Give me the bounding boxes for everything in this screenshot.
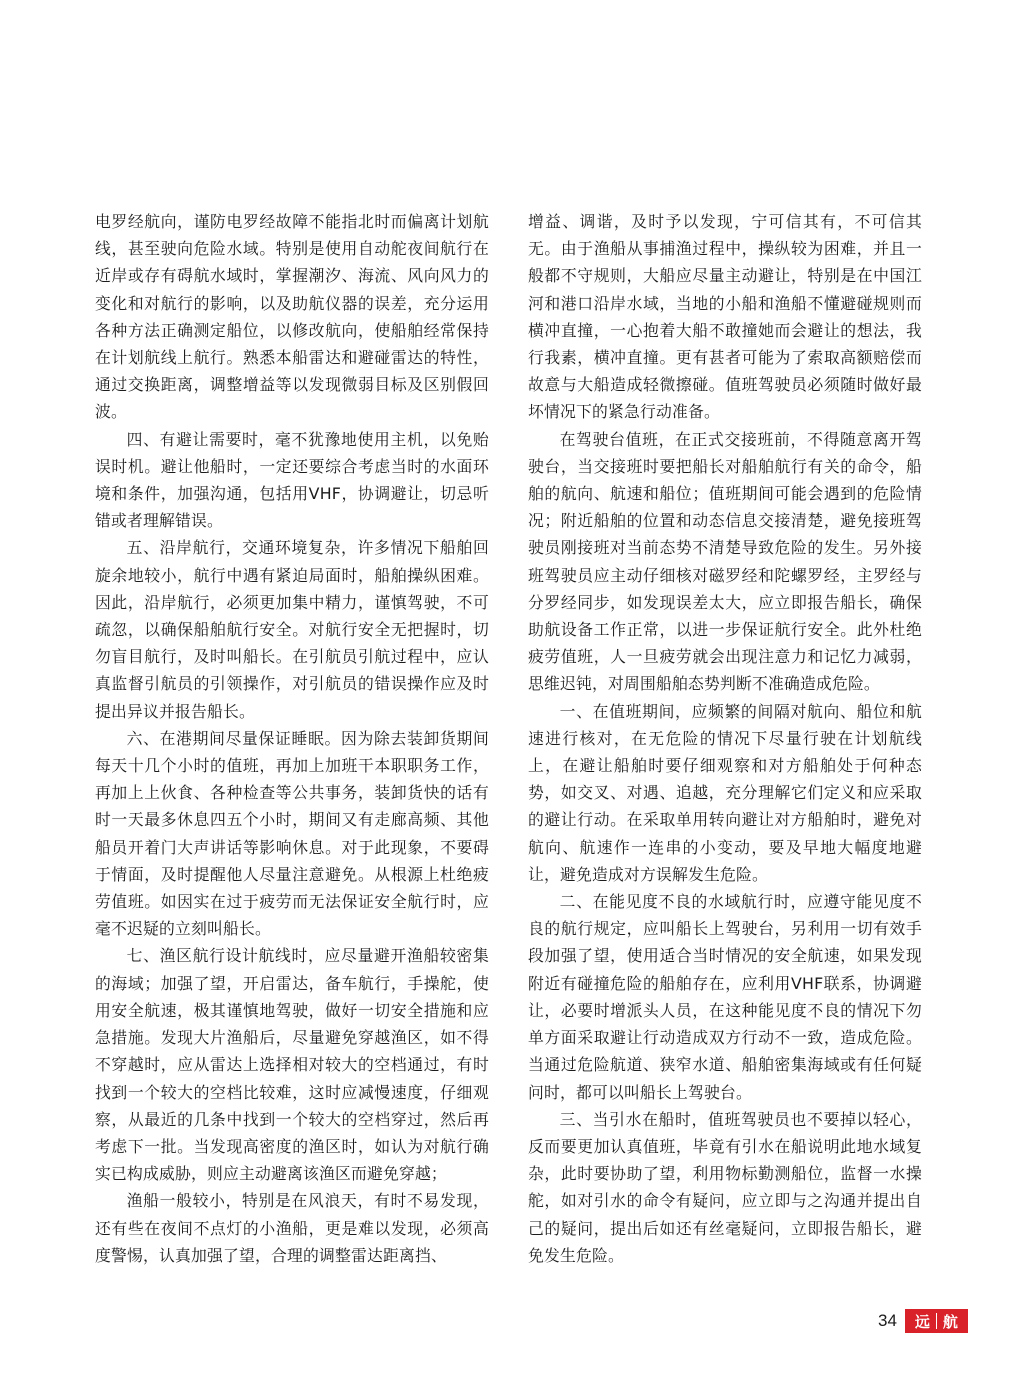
- paragraph-2: 四、有避让需要时，毫不犹豫地使用主机，以免贻误时机。避让他船时，一定还要综合考虑当时的水面环境和条件，加强沟通，包括用VHF，协调避让，切忌听错或者理解错误。: [95, 429, 489, 531]
- masthead-char-left: 远: [914, 1312, 930, 1331]
- paragraph-1: 电罗经航向，谨防电罗经故障不能指北时而偏离计划航线，甚至驶向危险水域。特别是使用自动舵夜间航行在近岸或存有碍航水域时，掌握潮汐、海流、风向风力的变化和对航行的影响，以及助航仪器的误差，充分运用各种方法正确测定船位，以修改航向，使船舶经常保持在计划航线上航行。熟悉本船雷达和避碰雷达的特性，通过交换距离，调整增益等以发现微弱目标及区别假回波。: [95, 212, 489, 422]
- masthead-divider: [936, 1313, 937, 1329]
- masthead-char-right: 航: [942, 1312, 958, 1331]
- page-footer: [878, 1308, 968, 1334]
- page-number: 34: [878, 1311, 897, 1330]
- paragraph-11: 三、当引水在船时，值班驾驶员也不要掉以轻心，反而要更加认真值班，毕竟有引水在船说明此地水域复杂，此时要协助了望，利用物标勤测船位，监督一水操舵，如对引水的命令有疑问，应立即与之沟通并提出自己的疑问，提出后如还有丝毫疑问，立即报告船长，避免发生危险。: [528, 1109, 922, 1265]
- left-column: [95, 208, 489, 1269]
- paragraph-6: 渔船一般较小，特别是在风浪天，有时不易发现，还有些在夜间不点灯的小渔船，更是难以发现，必须高度警惕，认真加强了望，合理的调整雷达距离挡、: [95, 1191, 489, 1265]
- paragraph-7: 增益、调谐，及时予以发现，宁可信其有，不可信其无。由于渔船从事捕渔过程中，操纵较为困难，并且一般都不守规则，大船应尽量主动避让，特别是在中国江河和港口沿岸水域，当地的小船和渔船不懂避碰规则而横冲直撞，一心抱着大船不敢撞她而会避让的想法，我行我素，横冲直撞。更有甚者可能为了索取高额赔偿而故意与大船造成轻微擦碰。值班驾驶员必须随时做好最坏情况下的紧急行动准备。: [528, 212, 922, 422]
- paragraph-9: 一、在值班期间，应频繁的间隔对航向、船位和航速进行核对，在无危险的情况下尽量行驶在计划航线上，在避让船舶时要仔细观察和对方船舶处于何种态势，如交叉、对遇、追越，充分理解它们定义和应采取的避让行动。在采取单用转向避让对方船舶时，避免对航向、航速作一连串的小变动，要及早地大幅度地避让，避免造成对方误解发生危险。: [528, 701, 922, 884]
- paragraph-4: 六、在港期间尽量保证睡眠。因为除去装卸货期间每天十几个小时的值班，再加上加班干本职职务工作，再加上上伙食、各种检查等公共事务，装卸货快的话有时一天最多休息四五个小时，期间又有走廊高频、其他船员开着门大声讲话等影响休息。对于此现象，不要碍于情面，及时提醒他人尽量注意避免。从根源上杜绝疲劳值班。如因实在过于疲劳而无法保证安全航行时，应毫不迟疑的立刻叫船长。: [95, 728, 489, 939]
- masthead-logo: [905, 1309, 968, 1333]
- paragraph-10: 二、在能见度不良的水域航行时，应遵守能见度不良的航行规定，应叫船长上驾驶台，另利用一切有效手段加强了望，使用适合当时情况的安全航速，如果发现附近有碰撞危险的船舶存在，应利用VHF联系，协调避让，必要时增派头人员，在这种能见度不良的情况下勿单方面采取避让行动造成双方行动不一致，造成危险。当通过危险航道、狭窄水道、船舶密集海域或有任何疑问时，都可以叫船长上驾驶台。: [528, 892, 922, 1102]
- paragraph-8: 在驾驶台值班，在正式交接班前，不得随意离开驾驶台，当交接班时要把船长对船舶航行有关的命令，船舶的航向、航速和船位；值班期间可能会遇到的危险情况；附近船舶的位置和动态信息交接清楚，避免接班驾驶员刚接班对当前态势不清楚导致危险的发生。另外接班驾驶员应主动仔细核对磁罗经和陀螺罗经，主罗经与分罗经同步，如发现误差太大，应立即报告船长，确保助航设备工作正常，以进一步保证航行安全。此外杜绝疲劳值班，人一旦疲劳就会出现注意力和记忆力减弱，思维迟钝，对周围船舶态势判断不准确造成危险。: [528, 429, 922, 694]
- paragraph-3: 五、沿岸航行，交通环境复杂，许多情况下船舶回旋余地较小，航行中遇有紧迫局面时，船舶操纵困难。因此，沿岸航行，必须更加集中精力，谨慎驾驶，不可疏忽，以确保船舶航行安全。对航行安全无把握时，切勿盲目航行，及时叫船长。在引航员引航过程中，应认真监督引航员的引领操作，对引航员的错误操作应及时提出异议并报告船长。: [95, 538, 489, 721]
- right-column: [528, 208, 922, 1269]
- paragraph-5: 七、渔区航行设计航线时，应尽量避开渔船较密集的海域；加强了望，开启雷达，备车航行，手操舵，使用安全航速，极其谨慎地驾驶，做好一切安全措施和应急措施。发现大片渔船后，尽量避免穿越渔区，如不得不穿越时，应从雷达上选择相对较大的空档通过，有时找到一个较大的空档比较难，这时应减慢速度，仔细观察，从最近的几条中找到一个较大的空档穿过，然后再考虑下一批。当发现高密度的渔区时，如认为对航行确实已构成威胁，则应主动避离该渔区而避免穿越；: [95, 946, 489, 1184]
